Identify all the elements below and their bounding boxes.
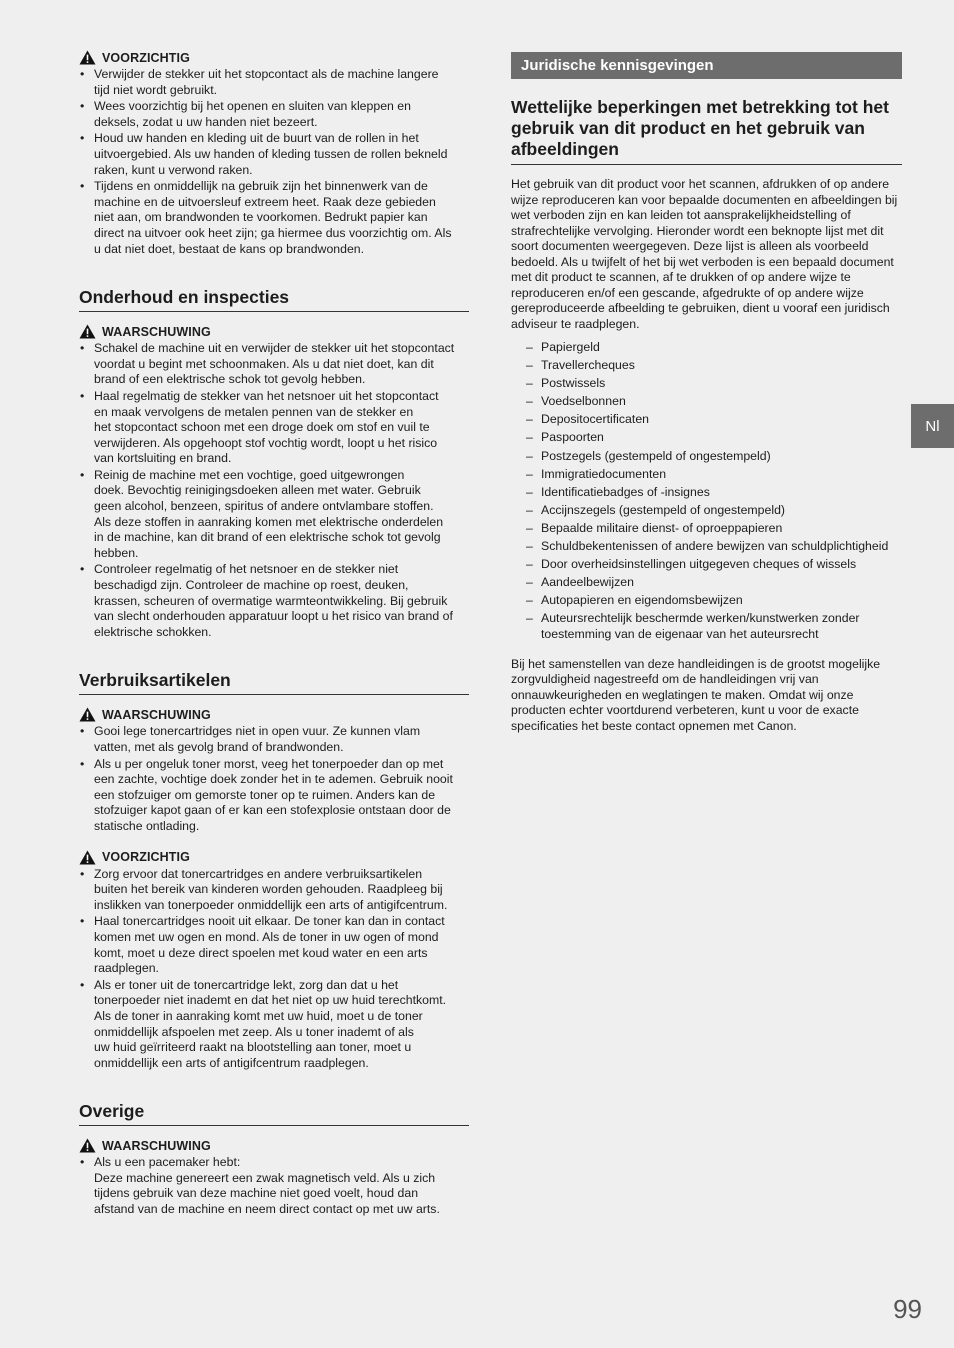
list-item: – Door overheidsinstellingen uitgegeven cheques of wissels (511, 557, 902, 573)
list-item: – Voedselbonnen (511, 394, 902, 410)
legal-intro: Het gebruik van dit product voor het scannen, afdrukken of op andere wijze reproduceren kan voor bepaalde documenten en afbeeldingen bij wet verboden zijn en kan leiden tot aansprakelijkheidstelling of strafrechtelijke vervolging. Hieronder wordt een beknopte lijst met dit soort documenten weergegeven. Deze lijst is alleen als voorbeeld bedoeld. Als u twijfelt of het bij wet verboden is een bepaald document met dit product te scannen, af te drukken of op andere wijze te reproduceren en/of een gescande, afgedrukte of op andere wijze gereproduceerde afbeelding te gebruiken, dient u vooraf een juridisch adviseur te raadplegen. (511, 177, 898, 331)
list-item: • Haal regelmatig de stekker van het netsnoer uit het stopcontact en maak vervolgens de metalen pennen van de stekker en het stopcontact schoon met een droge doek om stof en vuil te verwijderen. Als opgehoopt stof vochtig wordt, loopt u het risico van kortsluiting en brand. (79, 389, 469, 467)
right-column (511, 52, 902, 734)
section-other (79, 1101, 469, 1217)
list-item: • Controleer regelmatig of het netsnoer en de stekker niet beschadigd zijn. Controleer de machine op roest, deuken, krassen, scheuren of overmatige warmteontwikkeling. Bij gebruik van slecht onderhouden apparatuur loopt u het risico van brand of elektrische schokken. (79, 562, 469, 640)
warning-triangle-icon (79, 707, 96, 722)
list-item: – Paspoorten (511, 430, 902, 446)
left-column (79, 50, 469, 1219)
list-item: • Als u een pacemaker hebt: Deze machine genereert een zwak magnetisch veld. Als u zich tijdens gebruik van deze machine niet goed voelt, houd dan afstand van de machine en neem direct contact op met uw arts. (79, 1155, 469, 1217)
language-tab: Nl (911, 404, 954, 448)
legal-heading: Wettelijke beperkingen met betrekking tot het gebruik van dit product en het gebruik van afbeeldingen (511, 97, 902, 165)
list-item: – Postzegels (gestempeld of ongestempeld) (511, 449, 902, 465)
warning-heading (79, 707, 469, 722)
list-item: – Schuldbekentenissen of andere bewijzen van schuldplichtigheid (511, 539, 902, 555)
warning-triangle-icon (79, 850, 96, 865)
warning-heading (79, 1138, 469, 1153)
section-title: Verbruiksartikelen (79, 670, 469, 695)
warning-heading (79, 324, 469, 339)
caution-heading (79, 850, 469, 865)
restricted-documents-list (511, 340, 902, 643)
list-item: – Postwissels (511, 376, 902, 392)
warning-triangle-icon (79, 324, 96, 339)
list-item: – Auteursrechtelijk beschermde werken/kunstwerken zonder toestemming van de eigenaar van het auteursrecht (511, 611, 902, 642)
list-item: – Accijnszegels (gestempeld of ongestempeld) (511, 503, 902, 519)
list-item: – Autopapieren en eigendomsbewijzen (511, 593, 902, 609)
warning-list (79, 724, 469, 834)
list-item: – Aandeelbewijzen (511, 575, 902, 591)
list-item: • Schakel de machine uit en verwijder de stekker uit het stopcontact voordat u begint met schoonmaken. Als u dat niet doet, kan dit brand of een elektrische schok tot gevolg hebben. (79, 341, 469, 388)
legal-notices-banner: Juridische kennisgevingen (511, 52, 902, 79)
list-item: • Als u per ongeluk toner morst, veeg het tonerpoeder dan op met een zachte, vochtige doek zonder het in te ademen. Gebruik nooit een stofzuiger om gemorste toner op te ruimen. Anders kan de stofzuiger kapot gaan of er kan een stofexplosie ontstaan door de statische ontlading. (79, 757, 469, 835)
caution-block-general (79, 50, 469, 257)
list-item: – Papiergeld (511, 340, 902, 356)
warning-list (79, 1155, 469, 1217)
warning-label: WAARSCHUWING (102, 707, 211, 722)
list-item: • Tijdens en onmiddellijk na gebruik zijn het binnenwerk van de machine en de uitvoersleuf extreem heet. Raak deze gebieden niet aan, om brandwonden te voorkomen. Bedrukt papier kan direct na uitvoer ook heet zijn; ga hiermee dus voorzichtig om. Als u dat niet doet, bestaat de kans op brandwonden. (79, 179, 469, 257)
section-title: Overige (79, 1101, 469, 1126)
list-item: – Travellercheques (511, 358, 902, 374)
list-item: • Verwijder de stekker uit het stopcontact als de machine langere tijd niet wordt gebruikt. (79, 67, 469, 98)
list-item: – Depositocertificaten (511, 412, 902, 428)
list-item: • Gooi lege tonercartridges niet in open vuur. Ze kunnen vlam vatten, met als gevolg brand of brandwonden. (79, 724, 469, 755)
list-item: • Wees voorzichtig bij het openen en sluiten van kleppen en deksels, zodat u uw handen niet bezeert. (79, 99, 469, 130)
list-item: • Zorg ervoor dat tonercartridges en andere verbruiksartikelen buiten het bereik van kinderen worden gehouden. Raadpleeg bij inslikken van tonerpoeder onmiddellijk een arts of antigifcentrum. (79, 867, 469, 914)
caution-label: VOORZICHTIG (102, 850, 190, 865)
warning-list (79, 341, 469, 640)
list-item: • Houd uw handen en kleding uit de buurt van de rollen in het uitvoergebied. Als uw handen of kleding tussen de rollen bekneld raken, kunt u verwond raken. (79, 131, 469, 178)
caution-heading (79, 50, 469, 65)
list-item: • Reinig de machine met een vochtige, goed uitgewrongen doek. Bevochtig reinigingsdoeken alleen met water. Gebruik geen alcohol, benzeen, spiritus of andere ontvlambare stoffen. Als deze stoffen in aanraking komen met elektrische onderdelen in de machine, kan dit brand of een elektrische schok tot gevolg hebben. (79, 468, 469, 562)
section-maintenance (79, 287, 469, 640)
section-consumables (79, 670, 469, 1071)
caution-list (79, 867, 469, 1072)
caution-label: VOORZICHTIG (102, 50, 190, 65)
list-item: • Als er toner uit de tonercartridge lekt, zorg dan dat u het tonerpoeder niet inademt en dat het niet op uw huid terechtkomt. Als de toner in aanraking komt met uw huid, moet u de toner onmiddellijk afspoelen met zeep. Als u toner inademt of als uw huid geïrriteerd raakt na blootstelling aan toner, moet u onmiddellijk een arts of antigifcentrum raadplegen. (79, 978, 469, 1072)
warning-triangle-icon (79, 50, 96, 65)
section-title: Onderhoud en inspecties (79, 287, 469, 312)
list-item: – Identificatiebadges of -insignes (511, 485, 902, 501)
warning-label: WAARSCHUWING (102, 324, 211, 339)
warning-triangle-icon (79, 1138, 96, 1153)
list-item: – Immigratiedocumenten (511, 467, 902, 483)
legal-closing: Bij het samenstellen van deze handleidingen is de grootst mogelijke zorgvuldigheid nagestreefd om de handleidingen vrij van onnauwkeurigheden en weglatingen te maken. Omdat wij onze producten echter voortdurend verbeteren, kunt u voor de exacte specificaties het beste contact opnemen met Canon. (511, 656, 881, 733)
page-number: 99 (893, 1294, 922, 1324)
caution-list (79, 67, 469, 257)
warning-label: WAARSCHUWING (102, 1138, 211, 1153)
list-item: – Bepaalde militaire dienst- of oproeppapieren (511, 521, 902, 537)
list-item: • Haal tonercartridges nooit uit elkaar. De toner kan dan in contact komen met uw ogen en mond. Als de toner in uw ogen of mond komt, moet u deze direct spoelen met koud water en een arts raadplegen. (79, 914, 469, 976)
